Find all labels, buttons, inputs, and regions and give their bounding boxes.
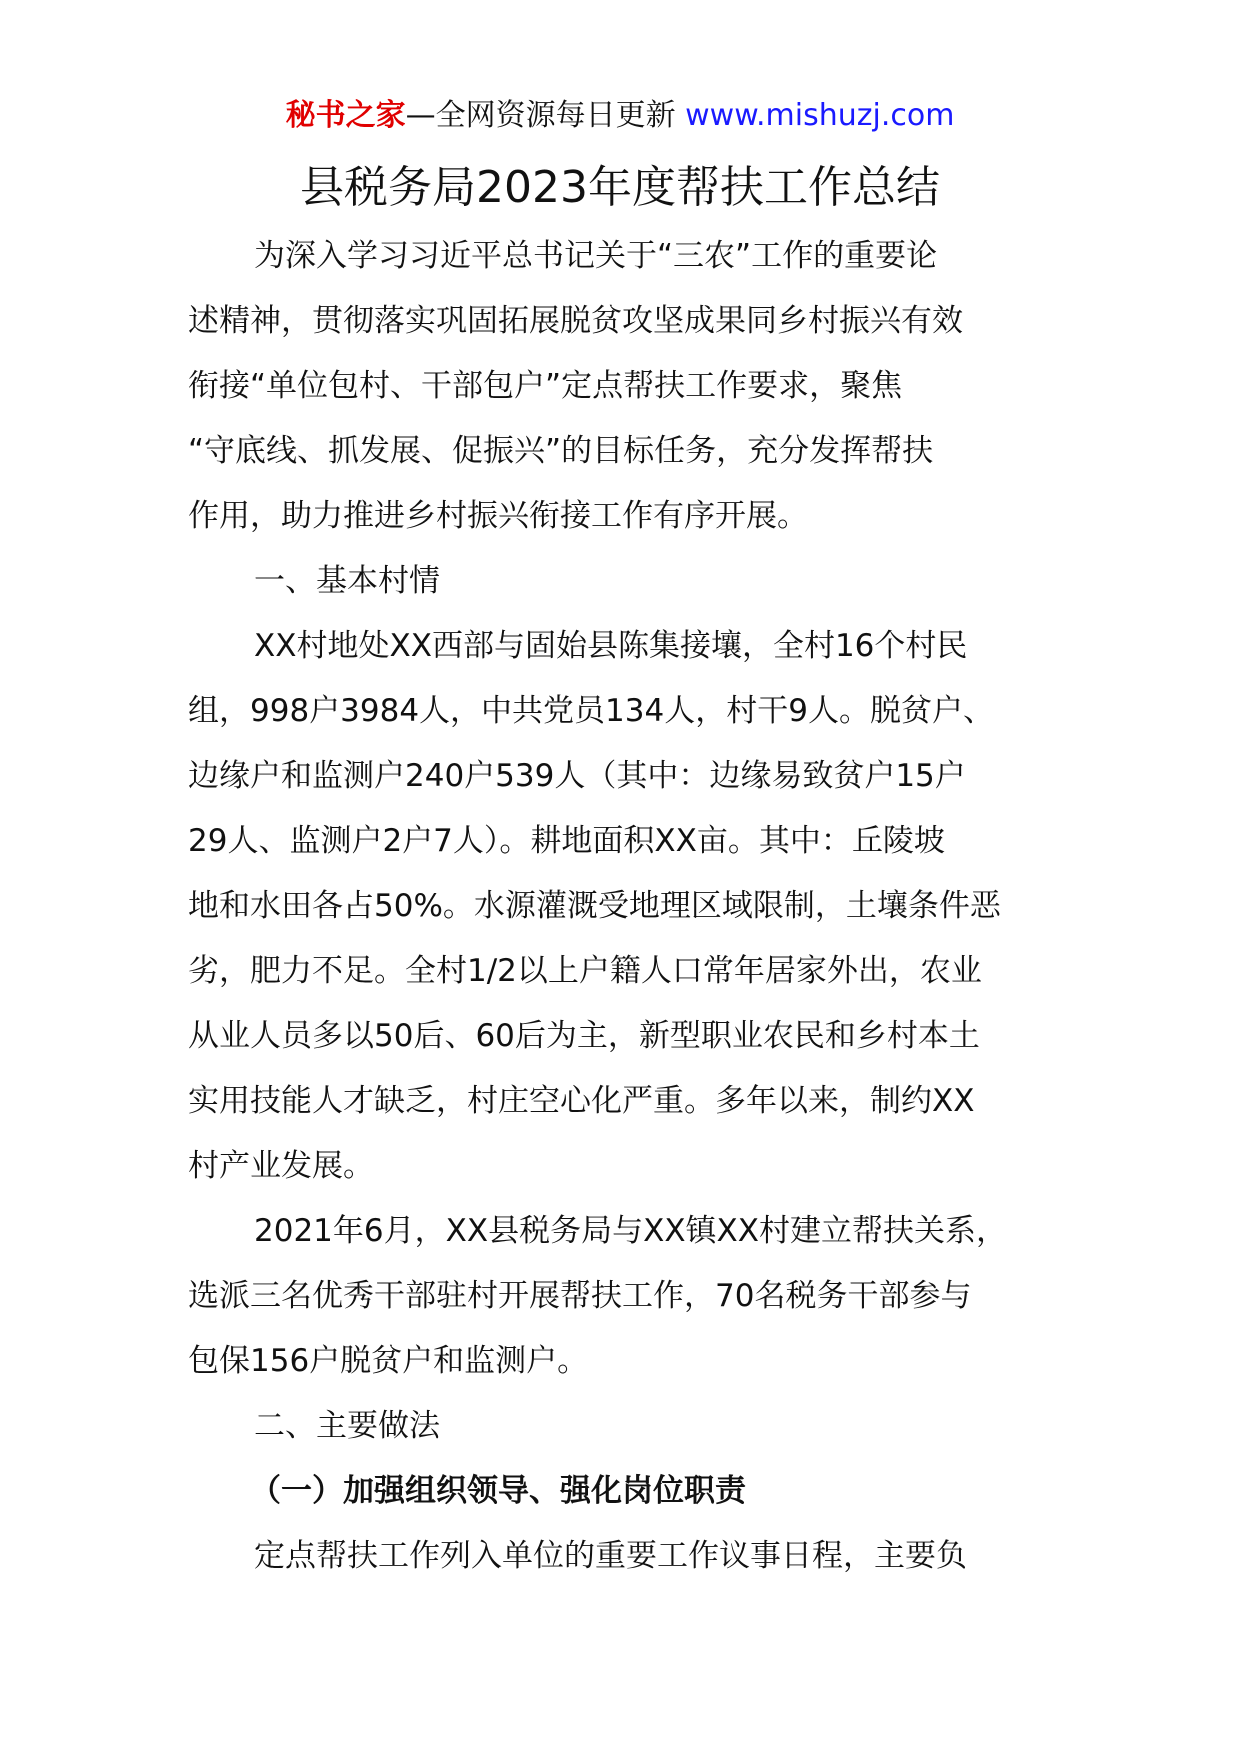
subsection-heading: （一）加强组织领导、强化岗位职责	[250, 1473, 746, 1509]
paragraph-line: 劣，肥力不足。全村1/2以上户籍人口常年居家外出，农业	[188, 953, 982, 989]
site-header	[0, 96, 1240, 136]
paragraph-line: XX村地处XX西部与固始县陈集接壤，全村16个村民	[254, 628, 968, 664]
paragraph-line: 包保156户脱贫户和监测户。	[188, 1343, 589, 1379]
document-title: 县税务局2023年度帮扶工作总结	[300, 162, 940, 213]
site-brand: 秘书之家	[285, 98, 406, 133]
paragraph-line: 作用，助力推进乡村振兴衔接工作有序开展。	[188, 498, 808, 534]
document-body	[188, 224, 1068, 1589]
paragraph-line: 为深入学习习近平总书记关于“三农”工作的重要论	[254, 238, 938, 274]
paragraph-line: 定点帮扶工作列入单位的重要工作议事日程，主要负	[254, 1538, 967, 1574]
paragraph-line: 村产业发展。	[188, 1148, 374, 1184]
site-slogan: —全网资源每日更新	[405, 98, 676, 133]
paragraph-line: 从业人员多以50后、60后为主，新型职业农民和乡村本土	[188, 1018, 980, 1054]
paragraph-line: 选派三名优秀干部驻村开展帮扶工作，70名税务干部参与	[188, 1278, 972, 1314]
paragraph-line: 述精神，贯彻落实巩固拓展脱贫攻坚成果同乡村振兴有效	[188, 303, 963, 339]
paragraph-line: 边缘户和监测户240户539人（其中：边缘易致贫户15户	[188, 758, 966, 794]
section-heading: 二、主要做法	[254, 1408, 440, 1444]
paragraph-line: 组，998户3984人，中共党员134人，村干9人。脱贫户、	[188, 693, 994, 729]
paragraph-line: 衔接“单位包村、干部包户”定点帮扶工作要求，聚焦	[188, 368, 903, 404]
site-url-link[interactable]: www.mishuzj.com	[685, 98, 955, 133]
paragraph-line: 实用技能人才缺乏，村庄空心化严重。多年以来，制约XX	[188, 1083, 975, 1119]
paragraph-line: 地和水田各占50%。水源灌溉受地理区域限制，土壤条件恶	[188, 888, 1001, 924]
paragraph-line: “守底线、抓发展、促振兴”的目标任务，充分发挥帮扶	[188, 433, 934, 469]
paragraph-line: 29人、监测户2户7人）。耕地面积XX亩。其中：丘陵坡	[188, 823, 945, 859]
paragraph-line: 2021年6月，XX县税务局与XX镇XX村建立帮扶关系，	[254, 1213, 1008, 1249]
section-heading: 一、基本村情	[254, 563, 440, 599]
